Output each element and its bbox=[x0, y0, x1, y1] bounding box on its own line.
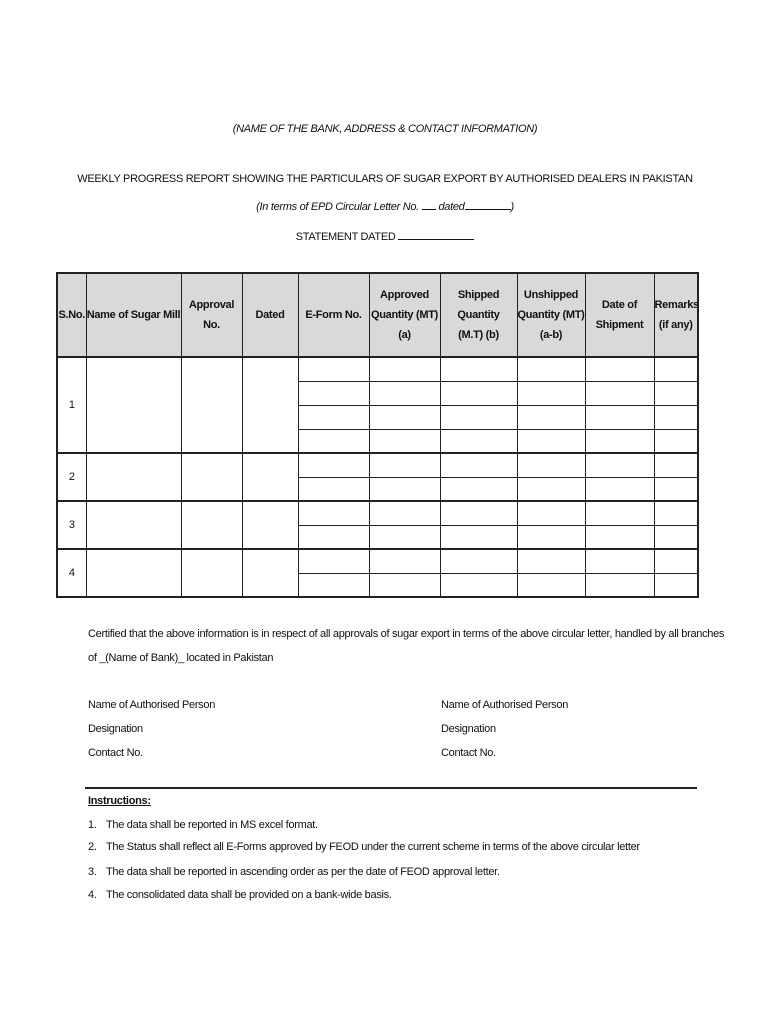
circular-date-blank bbox=[465, 199, 511, 210]
column-header: Approval No. bbox=[181, 273, 242, 357]
instruction-number: 4. bbox=[88, 889, 97, 901]
table-cell bbox=[517, 573, 585, 597]
table-cell bbox=[585, 405, 654, 429]
serial-number-cell: 3 bbox=[57, 501, 86, 549]
circular-reference bbox=[0, 199, 770, 213]
table-cell bbox=[517, 501, 585, 525]
table-cell bbox=[440, 549, 517, 573]
column-header: Name of Sugar Mill bbox=[86, 273, 181, 357]
instruction-item bbox=[88, 841, 640, 853]
table-cell bbox=[181, 549, 242, 597]
table-cell bbox=[517, 525, 585, 549]
table-cell bbox=[585, 357, 654, 381]
table-cell bbox=[654, 525, 698, 549]
instruction-number: 1. bbox=[88, 819, 97, 831]
table-cell bbox=[242, 501, 298, 549]
table-cell bbox=[369, 525, 440, 549]
serial-number-cell: 1 bbox=[57, 357, 86, 453]
report-title: WEEKLY PROGRESS REPORT SHOWING THE PARTICULARS OF SUGAR EXPORT BY AUTHORISED DEALERS IN PAKISTAN bbox=[77, 173, 693, 185]
instruction-text: The Status shall reflect all E-Forms approved by FEOD under the current scheme in terms of the above circular letter bbox=[106, 841, 640, 853]
bank-info-line: (NAME OF THE BANK, ADDRESS & CONTACT INFORMATION) bbox=[232, 123, 538, 135]
table-cell bbox=[654, 501, 698, 525]
table-cell bbox=[298, 405, 369, 429]
table-cell bbox=[440, 501, 517, 525]
table-body bbox=[57, 357, 698, 597]
circular-prefix: (In terms of EPD Circular Letter No. bbox=[256, 201, 419, 213]
table-cell bbox=[369, 453, 440, 477]
right-authorised-person-name: Name of Authorised Person bbox=[441, 699, 569, 711]
statement-dated-label: STATEMENT DATED bbox=[295, 231, 396, 243]
table-cell bbox=[517, 357, 585, 381]
table-cell bbox=[654, 477, 698, 501]
table-cell bbox=[585, 381, 654, 405]
instruction-number: 3. bbox=[88, 866, 97, 878]
instruction-text: The data shall be reported in ascending order as per the date of FEOD approval letter. bbox=[106, 866, 500, 878]
table-cell bbox=[654, 573, 698, 597]
table-cell bbox=[585, 453, 654, 477]
circular-suffix: ) bbox=[510, 201, 514, 213]
table-cell bbox=[369, 429, 440, 453]
table-cell bbox=[242, 357, 298, 453]
column-header: Approved Quantity (MT) (a) bbox=[369, 273, 440, 357]
circular-number-blank bbox=[422, 199, 436, 210]
table-cell bbox=[181, 501, 242, 549]
table-cell bbox=[585, 477, 654, 501]
column-header: Dated bbox=[242, 273, 298, 357]
table-row bbox=[57, 501, 698, 525]
certification-line-2: of _(Name of Bank)_ located in Pakistan bbox=[88, 652, 274, 664]
left-authorised-person-name: Name of Authorised Person bbox=[88, 699, 216, 711]
table-cell bbox=[298, 525, 369, 549]
table-cell bbox=[517, 429, 585, 453]
statement-dated bbox=[0, 229, 770, 243]
column-header: Shipped Quantity (M.T) (b) bbox=[440, 273, 517, 357]
table-cell bbox=[298, 357, 369, 381]
table-cell bbox=[298, 549, 369, 573]
instruction-text: The data shall be reported in MS excel format. bbox=[106, 819, 318, 831]
column-header: Date of Shipment bbox=[585, 273, 654, 357]
table-cell bbox=[86, 549, 181, 597]
table-cell bbox=[440, 525, 517, 549]
table-cell bbox=[654, 549, 698, 573]
table-header-row bbox=[57, 273, 698, 357]
table-cell bbox=[517, 405, 585, 429]
table-cell bbox=[298, 429, 369, 453]
table-cell bbox=[654, 429, 698, 453]
table-cell bbox=[440, 405, 517, 429]
table-cell bbox=[369, 549, 440, 573]
table-cell bbox=[86, 453, 181, 501]
table-cell bbox=[298, 501, 369, 525]
instruction-text: The consolidated data shall be provided on a bank-wide basis. bbox=[106, 889, 392, 901]
table-cell bbox=[585, 549, 654, 573]
left-contact-no: Contact No. bbox=[88, 747, 143, 759]
table-cell bbox=[440, 453, 517, 477]
column-header: S.No. bbox=[57, 273, 86, 357]
table-cell bbox=[181, 357, 242, 453]
table-cell bbox=[585, 573, 654, 597]
table-cell bbox=[585, 525, 654, 549]
table-cell bbox=[517, 477, 585, 501]
column-header: Unshipped Quantity (MT) (a-b) bbox=[517, 273, 585, 357]
column-header: Remarks (if any) bbox=[654, 273, 698, 357]
table-cell bbox=[369, 573, 440, 597]
instruction-item bbox=[88, 819, 318, 831]
table-cell bbox=[585, 429, 654, 453]
table-cell bbox=[517, 381, 585, 405]
circular-dated-label: dated bbox=[438, 201, 465, 213]
sugar-export-table bbox=[56, 272, 699, 598]
table-cell bbox=[369, 357, 440, 381]
table-cell bbox=[585, 501, 654, 525]
table-cell bbox=[654, 453, 698, 477]
table-cell bbox=[298, 477, 369, 501]
table-cell bbox=[440, 357, 517, 381]
table-cell bbox=[298, 573, 369, 597]
table-cell bbox=[298, 381, 369, 405]
table-cell bbox=[654, 381, 698, 405]
column-header: E-Form No. bbox=[298, 273, 369, 357]
statement-date-blank bbox=[398, 229, 474, 240]
table-cell bbox=[369, 501, 440, 525]
instruction-item bbox=[88, 889, 392, 901]
table-cell bbox=[242, 549, 298, 597]
table-cell bbox=[369, 381, 440, 405]
table-row bbox=[57, 549, 698, 573]
serial-number-cell: 4 bbox=[57, 549, 86, 597]
instructions-title: Instructions: bbox=[88, 795, 151, 807]
table-cell bbox=[86, 357, 181, 453]
table-header bbox=[57, 273, 698, 357]
table-row bbox=[57, 357, 698, 381]
table-cell bbox=[440, 429, 517, 453]
table-cell bbox=[242, 453, 298, 501]
table-cell bbox=[440, 381, 517, 405]
instructions-divider bbox=[85, 787, 697, 789]
table-cell bbox=[369, 477, 440, 501]
table-cell bbox=[181, 453, 242, 501]
right-designation: Designation bbox=[441, 723, 496, 735]
table-cell bbox=[440, 477, 517, 501]
table-cell bbox=[654, 405, 698, 429]
instruction-item bbox=[88, 866, 500, 878]
table-row bbox=[57, 453, 698, 477]
table-cell bbox=[86, 501, 181, 549]
right-contact-no: Contact No. bbox=[441, 747, 496, 759]
table-cell bbox=[517, 453, 585, 477]
serial-number-cell: 2 bbox=[57, 453, 86, 501]
table-cell bbox=[369, 405, 440, 429]
table-cell bbox=[517, 549, 585, 573]
table-cell bbox=[440, 573, 517, 597]
certification-line-1: Certified that the above information is in respect of all approvals of sugar export in terms of the above circular letter, handled by all branches bbox=[88, 628, 725, 640]
table-cell bbox=[298, 453, 369, 477]
instruction-number: 2. bbox=[88, 841, 97, 853]
table-cell bbox=[654, 357, 698, 381]
left-designation: Designation bbox=[88, 723, 143, 735]
